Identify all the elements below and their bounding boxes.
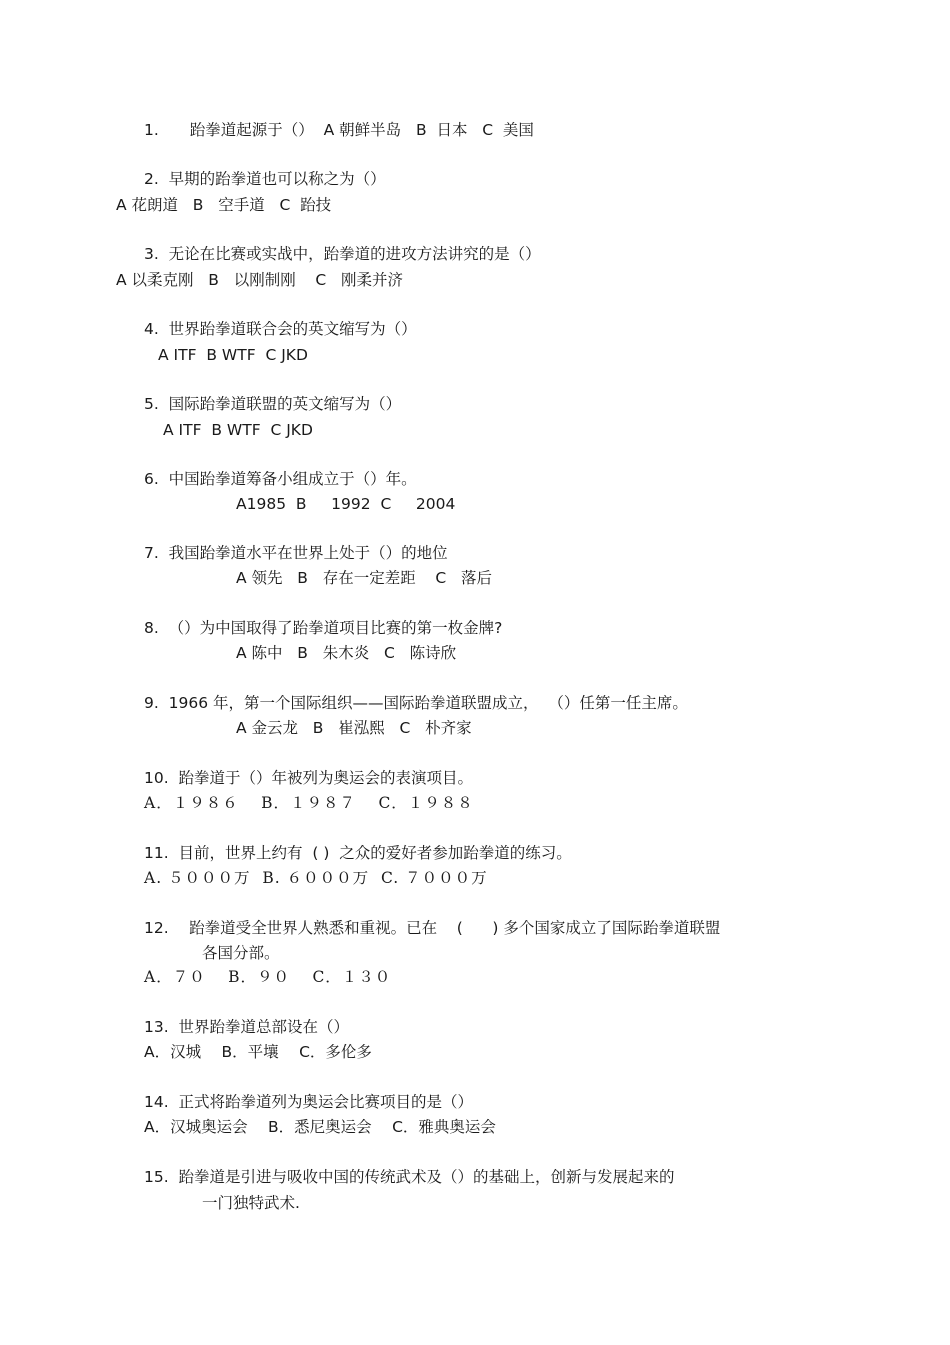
options-6: A1985 B 1992 C 2004 <box>236 495 456 513</box>
question-2: 2. 早期的跆拳道也可以称之为（） <box>144 170 386 188</box>
question-7: 7. 我国跆拳道水平在世界上处于（）的地位 <box>144 544 448 562</box>
options-14: A．汉城奥运会 B．悉尼奥运会 C．雅典奥运会 <box>144 1118 496 1136</box>
question-14: 14. 正式将跆拳道列为奥运会比赛项目的是（） <box>144 1093 474 1111</box>
options-10: A．１９８６ B．１９８７ C．１９８８ <box>144 794 474 812</box>
question-12: 12. 跆拳道受全世界人熟悉和重视。已在 ( ) 多个国家成立了国际跆拳道联盟 <box>144 919 721 937</box>
question-4: 4. 世界跆拳道联合会的英文缩写为（） <box>144 320 417 338</box>
options-12: A．７０ B．９０ C．１３０ <box>144 968 392 986</box>
options-11: A. ５０００万 B. ６０００万 C. ７０００万 <box>144 869 488 887</box>
options-13: A．汉城 B．平壤 C．多伦多 <box>144 1043 372 1061</box>
question-8: 8. （）为中国取得了跆拳道项目比赛的第一枚金牌? <box>144 619 503 637</box>
question-1: 1. 跆拳道起源于（） A 朝鲜半岛 B 日本 C 美国 <box>144 121 534 139</box>
options-3: A 以柔克刚 B 以刚制刚 C 刚柔并济 <box>116 271 404 289</box>
question-6: 6. 中国跆拳道筹备小组成立于（）年。 <box>144 470 417 488</box>
options-4: A ITF B WTF C JKD <box>158 346 308 364</box>
question-15: 15. 跆拳道是引进与吸收中国的传统武术及（）的基础上，创新与发展起来的 <box>144 1168 675 1186</box>
options-7: A 领先 B 存在一定差距 C 落后 <box>236 569 493 587</box>
options-9: A 金云龙 B 崔泓熙 C 朴齐家 <box>236 719 472 737</box>
options-5: A ITF B WTF C JKD <box>163 421 313 439</box>
options-8: A 陈中 B 朱木炎 C 陈诗欣 <box>236 644 457 662</box>
options-2: A 花朗道 B 空手道 C 跆技 <box>116 196 332 214</box>
question-9: 9. 1966 年，第一个国际组织——国际跆拳道联盟成立， （）任第一任主席。 <box>144 694 688 712</box>
question-13: 13. 世界跆拳道总部设在（） <box>144 1018 350 1036</box>
question-11: 11. 目前，世界上约有 ( ) 之众的爱好者参加跆拳道的练习。 <box>144 844 572 862</box>
question-12-continued: 各国分部。 <box>202 944 280 962</box>
question-3: 3. 无论在比赛或实战中，跆拳道的进攻方法讲究的是（） <box>144 245 541 263</box>
question-15-continued: 一门独特武术. <box>202 1194 300 1212</box>
question-5: 5. 国际跆拳道联盟的英文缩写为（） <box>144 395 402 413</box>
question-10: 10. 跆拳道于（）年被列为奥运会的表演项目。 <box>144 769 474 787</box>
